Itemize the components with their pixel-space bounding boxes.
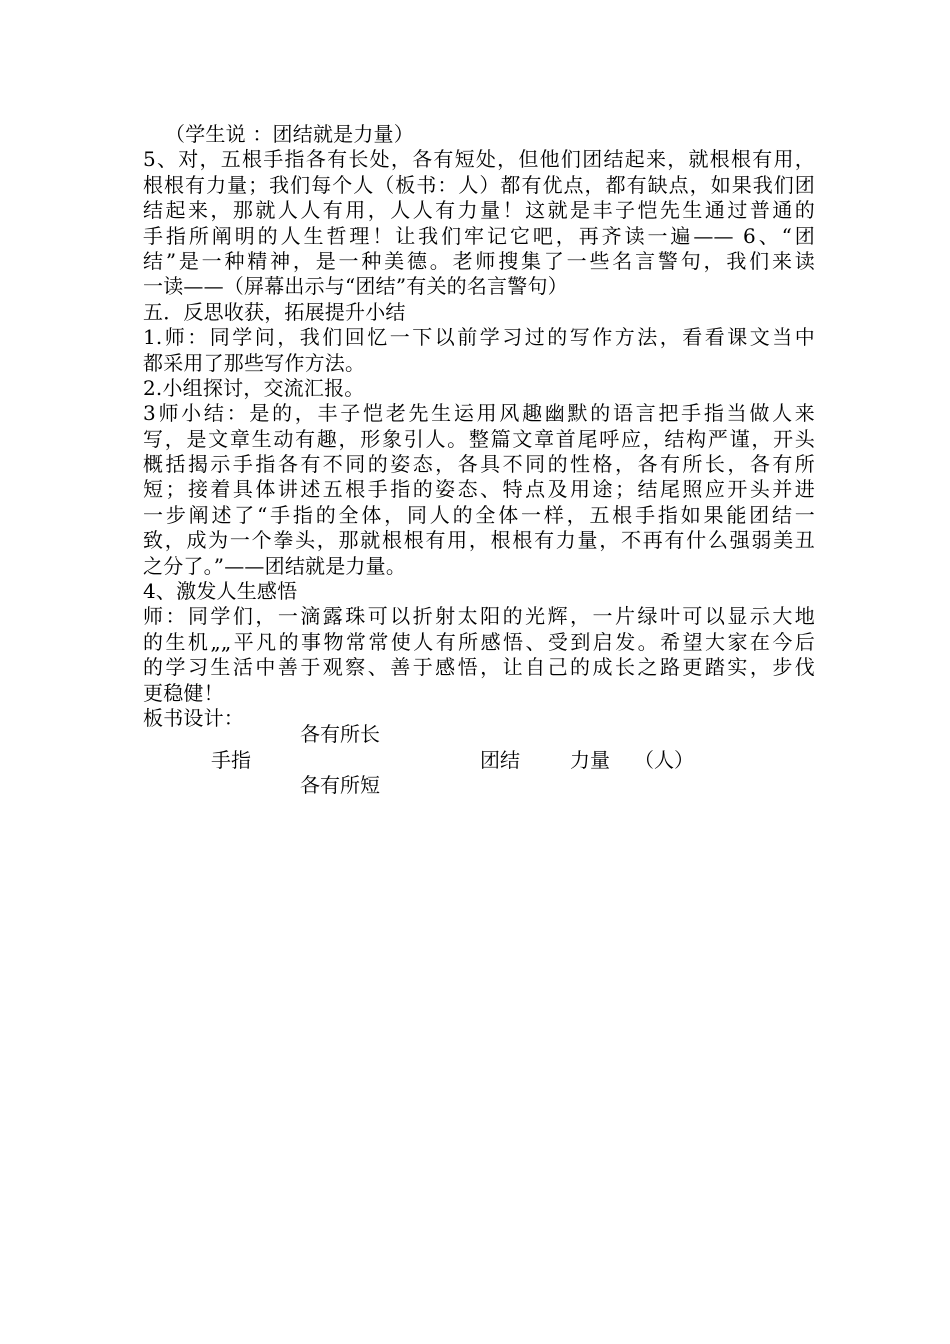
section-heading: 五．反思收获，拓展提升小结 (143, 299, 406, 324)
paragraph-line: 之分了。”——团结就是力量。 (143, 553, 407, 578)
paragraph-line: 都采用了那些写作方法。 (143, 350, 366, 375)
board-bottom-item: 各有所短 (300, 773, 380, 797)
paragraph-line: 结起来，那就人人有用，人人有力量！这就是丰子恺先生通过普通的 (143, 198, 815, 223)
paragraph-line: 2.小组探讨，交流汇报。 (143, 375, 365, 400)
board-right-item: 力量 (570, 748, 610, 772)
paragraph-line: 致，成为一个拳头，那就根根有用，根根有力量，不再有什么强弱美丑 (143, 528, 815, 553)
paragraph-line: 结”是一种精神，是一种美德。老师搜集了一些名言警句，我们来读 (143, 248, 815, 273)
board-design-heading: 板书设计： (143, 705, 244, 730)
board-middle-item: 团结 (480, 748, 520, 772)
board-left-item: 手指 (211, 748, 251, 772)
paragraph-line: 1.师：同学问，我们回忆一下以前学习过的写作方法，看看课文当中 (143, 325, 815, 350)
paragraph-line: （学生说 ：团结就是力量） (165, 122, 414, 146)
paragraph-line: 一步阐述了“手指的全体，同人的全体一样，五根手指如果能团结一 (143, 502, 815, 527)
section-heading: 4、激发人生感悟 (143, 579, 298, 604)
board-top-item: 各有所长 (300, 722, 380, 746)
board-right-note: （人） (634, 748, 694, 772)
paragraph-line: 根根有力量；我们每个人（板书：人）都有优点，都有缺点，如果我们团 (143, 172, 815, 197)
paragraph-line: 的生机„„平凡的事物常常使人有所感悟、受到启发。希望大家在今后 (143, 629, 815, 654)
paragraph-line: 的学习生活中善于观察、善于感悟，让自己的成长之路更踏实，步伐 (143, 655, 815, 680)
paragraph-line: 5、对，五根手指各有长处，各有短处，但他们团结起来，就根根有用， (143, 147, 815, 172)
paragraph-line: 更稳健！ (143, 680, 224, 705)
lesson-text (143, 122, 815, 731)
paragraph-line: 一读——（屏幕出示与“团结”有关的名言警句） (143, 274, 568, 299)
paragraph-line: 3师小结：是的，丰子恺老先生运用风趣幽默的语言把手指当做人来 (143, 401, 815, 426)
paragraph-line: 手指所阐明的人生哲理！让我们牢记它吧，再齐读一遍—— 6、“团 (143, 223, 815, 248)
paragraph-line: 概括揭示手指各有不同的姿态，各具不同的性格，各有所长，各有所 (143, 452, 815, 477)
paragraph-line: 师：同学们，一滴露珠可以折射太阳的光辉，一片绿叶可以显示大地 (143, 604, 815, 629)
blackboard-design (143, 720, 815, 800)
paragraph-line: 写，是文章生动有趣，形象引人。整篇文章首尾呼应，结构严谨，开头 (143, 426, 815, 451)
paragraph-line: 短；接着具体讲述五根手指的姿态、特点及用途；结尾照应开头并进 (143, 477, 815, 502)
